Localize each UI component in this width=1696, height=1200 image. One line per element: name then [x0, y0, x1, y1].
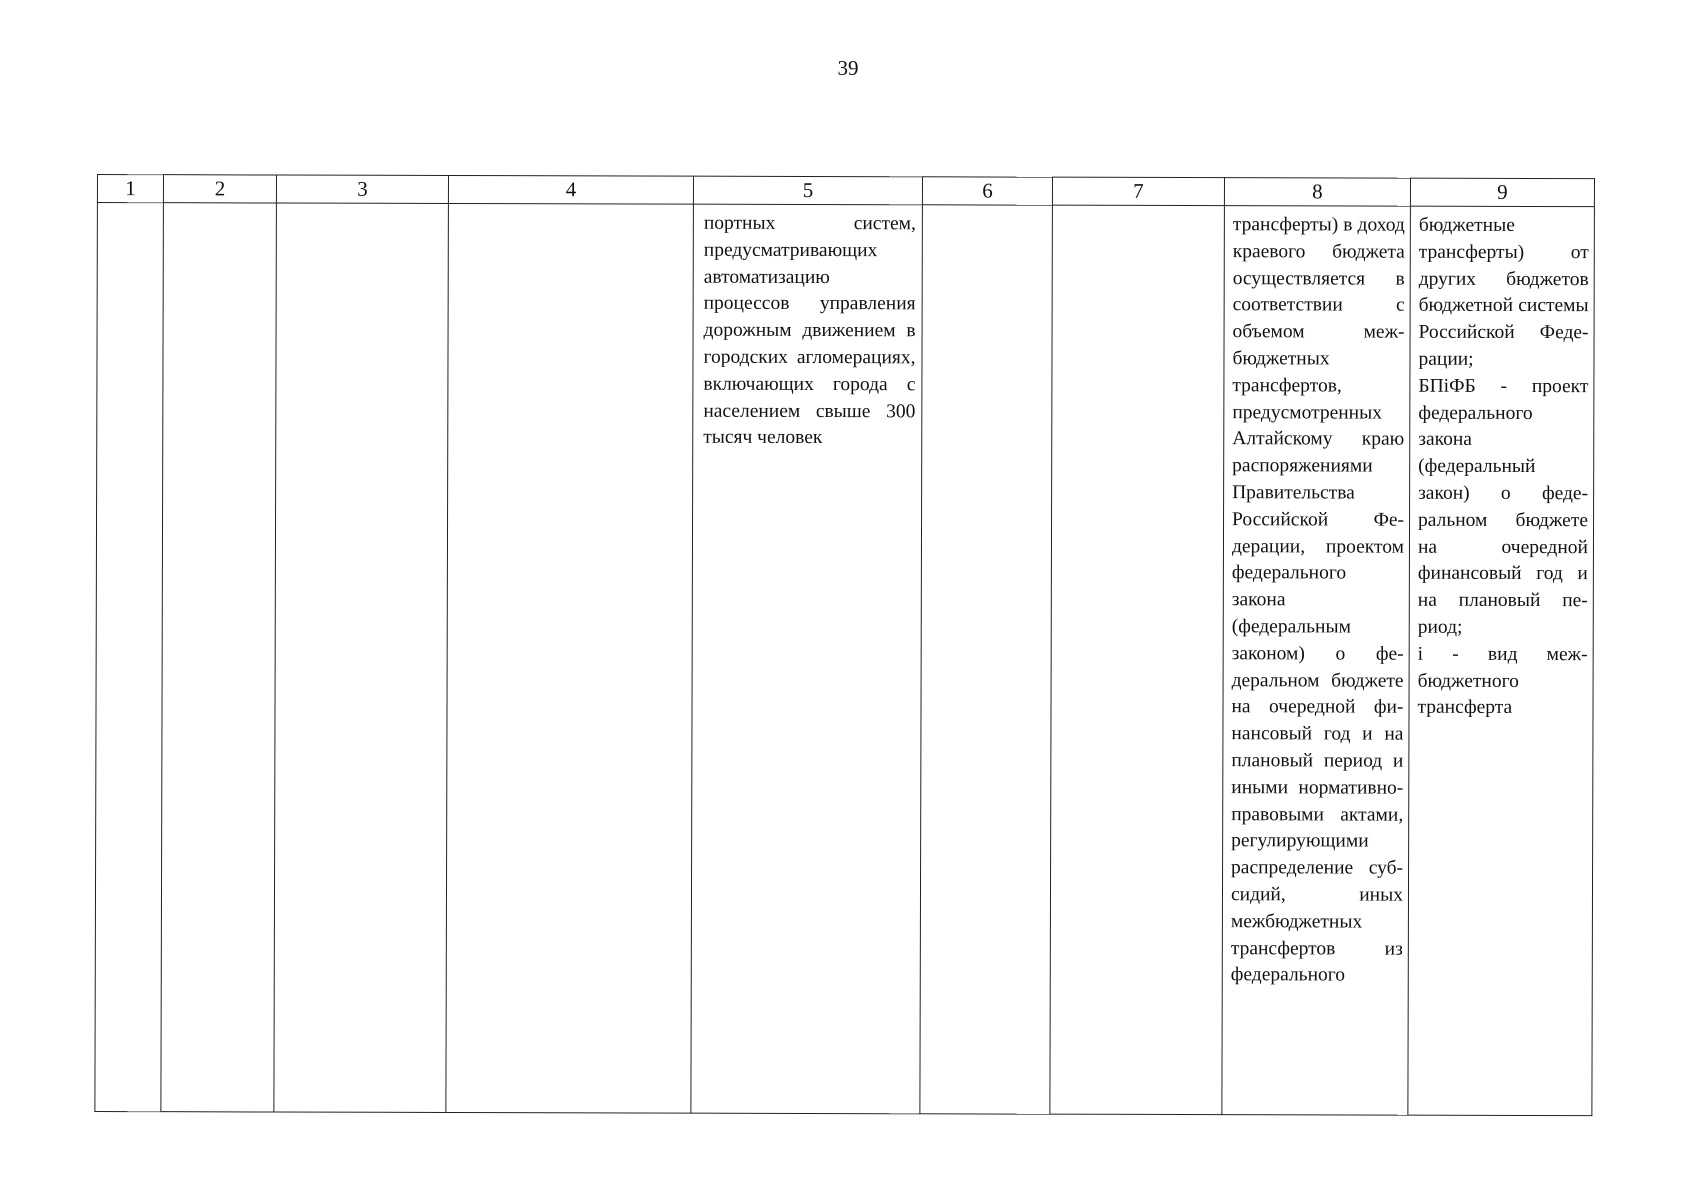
table-row [95, 203, 1595, 1116]
header-row [97, 175, 1594, 207]
cell-col-9-text [1409, 207, 1593, 723]
cell-col-5 [691, 204, 923, 1114]
cell-col-9-paragraph: i - вид межбюджетного трансферта [1417, 643, 1588, 719]
cell-col-2 [161, 203, 277, 1112]
cell-col-9-paragraph: БПiФБ - проект федерального закона (федеральный закон) о федеральном бюджете на очередной финансовый год и на плановый период; [1417, 375, 1589, 638]
column-header-9: 9 [1410, 178, 1594, 207]
cell-col-7 [1050, 205, 1225, 1114]
column-header-7: 7 [1052, 177, 1224, 205]
cell-col-6 [920, 205, 1053, 1114]
cell-col-1 [95, 203, 164, 1112]
column-header-8: 8 [1224, 178, 1410, 207]
page-number: 39 [837, 56, 859, 80]
cell-col-9-paragraph: бюджетные трансферты) от других бюджетов бюджетной системы Российской Федерации; [1418, 214, 1589, 370]
cell-col-3 [274, 203, 449, 1112]
cell-col-9 [1408, 206, 1595, 1116]
cell-col-5-text: портных систем, предусматривающих автоматизацию процессов управления дорожным движением в городских агломерациях, включающих города с населением свыше 300 тысяч человек [703, 212, 916, 449]
column-header-5: 5 [693, 176, 922, 205]
document-table [94, 174, 1595, 1116]
column-header-2: 2 [163, 175, 276, 203]
column-header-1: 1 [97, 175, 163, 203]
column-header-4: 4 [448, 175, 693, 204]
cell-col-8 [1222, 206, 1411, 1116]
column-header-6: 6 [922, 177, 1052, 205]
column-header-3: 3 [276, 175, 448, 203]
cell-col-4 [446, 203, 694, 1113]
cell-col-8-text: трансферты) в доход краевого бюджета осуществляется в соответствии с объемом межбюджетных трансфертов, предусмотренных Алтайскому краю распоряжениями Правительства Российской Федерации, проектом федерального закона (федеральным законом) о федеральном бюджете на очередной финансовый год и на плановый период и иными нормативно-правовыми актами, регулирующими распределение субсидий, иных межбюджетных трансфертов из федерального [1230, 214, 1405, 986]
